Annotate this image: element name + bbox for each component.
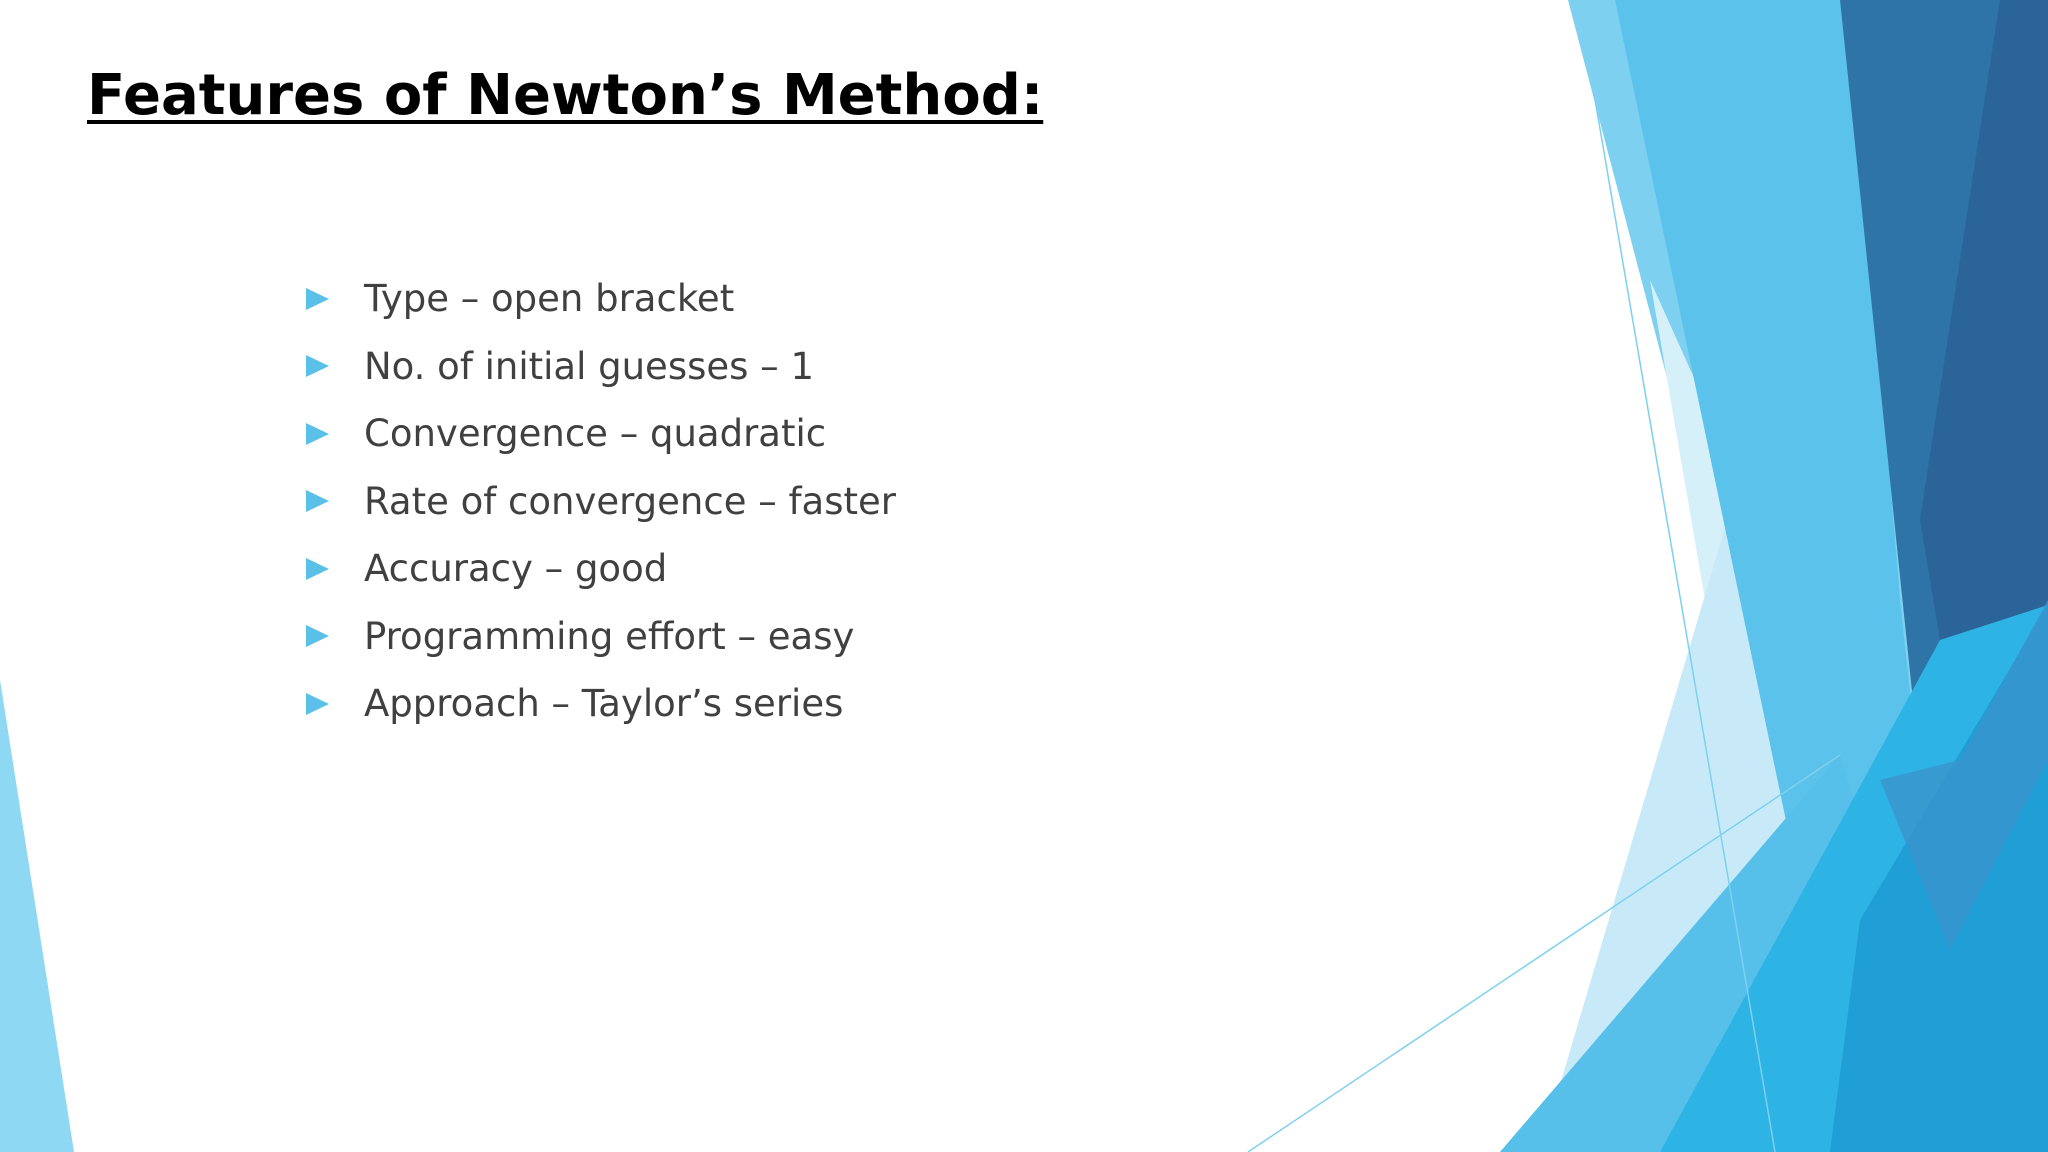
bullet-text: Programming effort – easy bbox=[364, 614, 855, 658]
left-accent-shape bbox=[0, 680, 74, 1152]
bullet-item bbox=[306, 333, 896, 401]
bullet-item bbox=[306, 603, 896, 671]
bullet-item bbox=[306, 535, 896, 603]
triangle-right-icon bbox=[306, 423, 329, 445]
triangle-right-icon bbox=[306, 490, 329, 512]
bullet-item bbox=[306, 400, 896, 468]
bullet-text: Accuracy – good bbox=[364, 547, 668, 591]
bullet-text: Convergence – quadratic bbox=[364, 412, 827, 456]
slide-title: Features of Newton’s Method: bbox=[87, 63, 1044, 128]
triangle-right-icon bbox=[306, 288, 329, 310]
bullet-text: Rate of convergence – faster bbox=[364, 479, 896, 523]
bullet-item bbox=[306, 670, 896, 738]
bullet-list bbox=[306, 265, 896, 738]
triangle-right-icon bbox=[306, 355, 329, 377]
triangle-right-icon bbox=[306, 625, 329, 647]
triangle-right-icon bbox=[306, 558, 329, 580]
bullet-item bbox=[306, 468, 896, 536]
bullet-text: Approach – Taylor’s series bbox=[364, 682, 844, 726]
bullet-text: No. of initial guesses – 1 bbox=[364, 344, 814, 388]
bullet-text: Type – open bracket bbox=[364, 277, 735, 321]
triangle-right-icon bbox=[306, 693, 329, 715]
bullet-item bbox=[306, 265, 896, 333]
